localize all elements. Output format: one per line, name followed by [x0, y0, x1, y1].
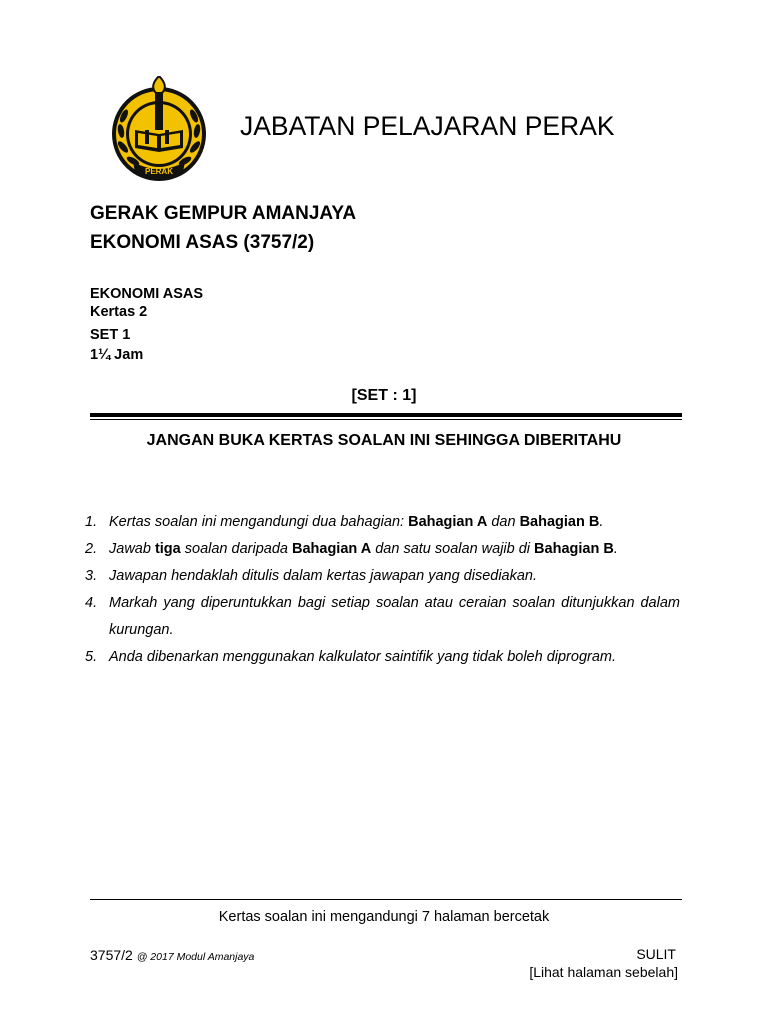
instruction-text: Kertas soalan ini mengandungi dua bahagian: — [109, 514, 409, 530]
divider-thin — [90, 419, 682, 420]
instruction-emphasis: Bahagian A — [291, 541, 372, 557]
instruction-number: 1. — [85, 514, 98, 530]
instruction-text: dan satu soalan wajib di — [371, 541, 535, 557]
page-count-note: Kertas soalan ini mengandungi 7 halaman bercetak — [218, 909, 550, 925]
instruction-text: . — [613, 541, 618, 557]
paper-number: Kertas 2 — [90, 304, 148, 320]
instruction-text: soalan daripada — [180, 541, 292, 557]
instruction-item — [85, 644, 680, 671]
instruction-text: Anda dibenarkan menggunakan kalkulator saintifik yang tidak boleh diprogram. — [109, 649, 617, 665]
set-number: SET 1 — [90, 327, 131, 343]
crest-icon — [107, 76, 211, 186]
department-title: JABATAN PELAJARAN PERAK — [240, 111, 615, 141]
instruction-number: 5. — [85, 649, 98, 665]
instruction-number: 2. — [85, 541, 98, 557]
instruction-item — [85, 536, 680, 563]
next-page-note: [Lihat halaman sebelah] — [529, 964, 678, 980]
instructions-list — [85, 509, 680, 671]
footer-code — [90, 946, 254, 966]
exam-name: GERAK GEMPUR AMANJAYA — [90, 203, 357, 224]
warning-notice: JANGAN BUKA KERTAS SOALAN INI SEHINGGA DIBERITAHU — [146, 432, 622, 449]
subject-code: EKONOMI ASAS (3757/2) — [90, 232, 315, 253]
instruction-emphasis: tiga — [154, 541, 181, 557]
duration: 1¼ Jam — [90, 347, 144, 363]
classification-label: SULIT — [636, 946, 676, 962]
footer-divider — [90, 899, 682, 900]
divider-thick — [90, 413, 682, 417]
instruction-text: Jawab — [109, 541, 155, 557]
instruction-item — [85, 563, 680, 590]
instruction-item — [85, 590, 680, 644]
crest-banner-text: PERAK — [144, 167, 174, 176]
instruction-text: Markah yang diperuntukkan bagi setiap soalan atau ceraian soalan ditunjukkan dalam kurungan. — [109, 595, 680, 638]
instruction-item — [85, 509, 680, 536]
instruction-text: . — [599, 514, 604, 530]
set-label: [SET : 1] — [351, 387, 417, 404]
torch-icon — [155, 90, 163, 130]
instruction-emphasis: Bahagian B — [519, 514, 600, 530]
instruction-number: 3. — [85, 568, 98, 584]
instruction-emphasis: Bahagian A — [408, 514, 488, 530]
instruction-number: 4. — [85, 595, 98, 611]
subject-name: EKONOMI ASAS — [90, 286, 204, 302]
instruction-text: dan — [487, 514, 520, 530]
jabatan-pelajaran-perak-logo — [107, 76, 211, 186]
copyright-note: @ 2017 Modul Amanjaya — [136, 951, 255, 963]
instruction-emphasis: Bahagian B — [534, 541, 614, 557]
instruction-text: Jawapan hendaklah ditulis dalam kertas jawapan yang disediakan. — [109, 568, 538, 584]
paper-code: 3757/2 — [90, 947, 133, 963]
